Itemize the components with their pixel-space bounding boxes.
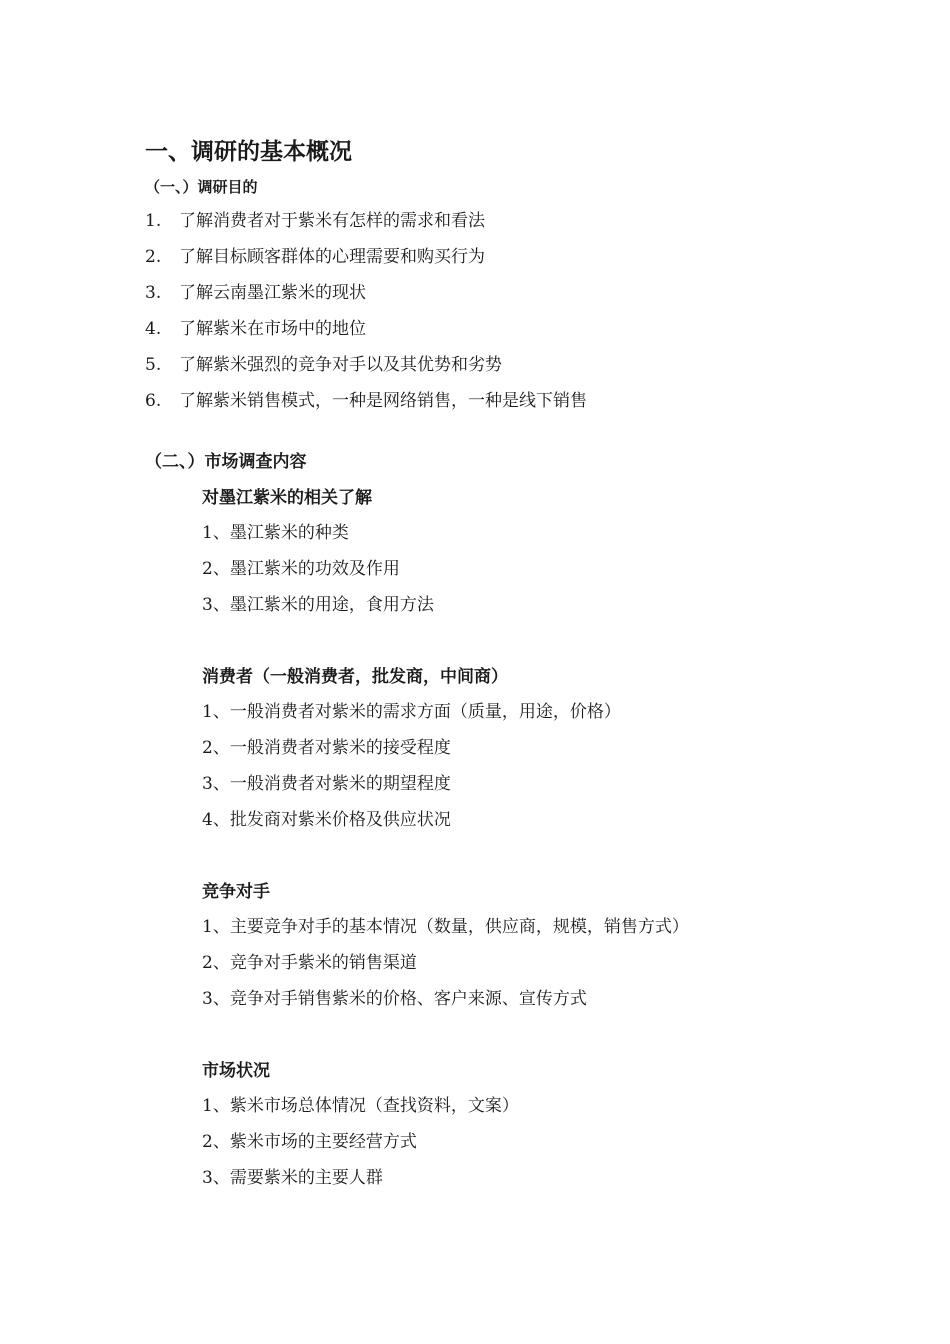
list-number: 5. (145, 355, 162, 375)
list-text: 了解目标顾客群体的心理需要和购买行为 (179, 247, 485, 267)
list-number: 1. (145, 211, 162, 231)
group-item: 1、主要竞争对手的基本情况（数量，供应商，规模，销售方式） (202, 917, 689, 937)
group-title: 市场状况 (202, 1061, 270, 1081)
list-item (145, 281, 366, 305)
group-title: 消费者（一般消费者，批发商，中间商） (202, 667, 508, 687)
group-item: 4、批发商对紫米价格及供应状况 (202, 810, 451, 830)
list-text: 了解紫米强烈的竞争对手以及其优势和劣势 (179, 355, 502, 375)
group-item: 1、一般消费者对紫米的需求方面（质量，用途，价格） (202, 702, 621, 722)
list-item (145, 353, 502, 377)
list-item (145, 209, 485, 233)
list-text: 了解消费者对于紫米有怎样的需求和看法 (179, 211, 485, 231)
section1-title: （一、）调研目的 (145, 178, 258, 196)
list-item (145, 317, 366, 341)
section2-title: （二、）市场调查内容 (145, 452, 307, 472)
group-item: 3、墨江紫米的用途，食用方法 (202, 595, 434, 615)
page-heading: 一、调研的基本概况 (145, 139, 352, 165)
group-title: 对墨江紫米的相关了解 (202, 488, 372, 508)
group-item: 1、墨江紫米的种类 (202, 523, 349, 543)
list-number: 6. (145, 391, 162, 411)
group-item: 3、需要紫米的主要人群 (202, 1168, 383, 1188)
list-item (145, 245, 485, 269)
group-item: 2、竞争对手紫米的销售渠道 (202, 953, 417, 973)
list-number: 3. (145, 283, 162, 303)
list-number: 2. (145, 247, 162, 267)
group-item: 3、竞争对手销售紫米的价格、客户来源、宣传方式 (202, 989, 587, 1009)
group-item: 2、紫米市场的主要经营方式 (202, 1132, 417, 1152)
group-title: 竞争对手 (202, 882, 270, 902)
list-text: 了解云南墨江紫米的现状 (179, 283, 366, 303)
group-item: 3、一般消费者对紫米的期望程度 (202, 774, 451, 794)
list-number: 4. (145, 319, 162, 339)
list-text: 了解紫米在市场中的地位 (179, 319, 366, 339)
group-item: 2、一般消费者对紫米的接受程度 (202, 738, 451, 758)
list-text: 了解紫米销售模式，一种是网络销售，一种是线下销售 (179, 391, 587, 411)
group-item: 1、紫米市场总体情况（查找资料，文案） (202, 1096, 519, 1116)
group-item: 2、墨江紫米的功效及作用 (202, 559, 400, 579)
list-item (145, 389, 587, 413)
